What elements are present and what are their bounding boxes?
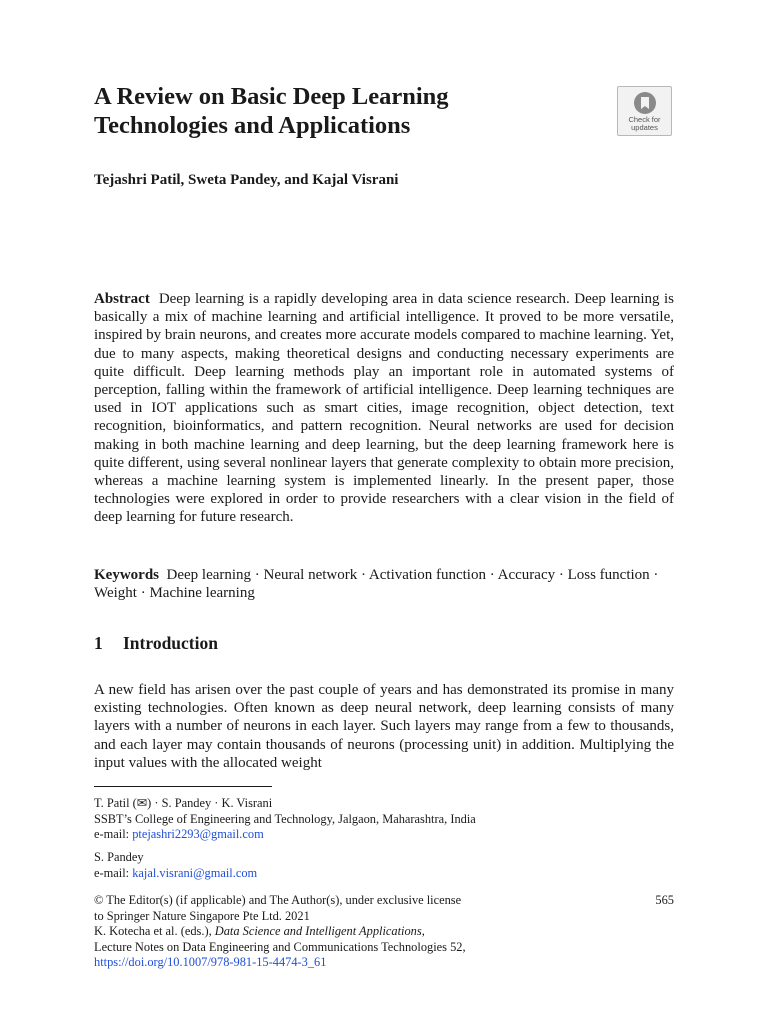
doi-link[interactable]: https://doi.org/10.1007/978-981-15-4474-3_61	[94, 955, 327, 969]
paper-title	[94, 82, 574, 140]
copyright-line-1: © The Editor(s) (if applicable) and The Author(s), under exclusive license	[94, 893, 462, 907]
paper-title-line-1: A Review on Basic Deep Learning	[94, 83, 449, 110]
abstract-label: Abstract	[94, 291, 150, 307]
abstract-text: Deep learning is a rapidly developing area in data science research. Deep learning is basically a mix of machine learning and artificial intelligence. It proved to be more versatile, inspired by brain neurons, and creates more accurate models compared to machine learning. Yet, due to many aspects, making theoretical designs and conducting necessary experiments are quite difficult. Deep learning methods play an important role in automated systems of perception, falling within the framework of artificial intelligence. Deep learning techniques are used in IOT applications such as smart cities, image recognition, object detection, text recognition, bioinformatics, and pattern recognition. Neural networks are used for decision making in both machine learning and deep learning, but the deep learning framework here is quite different, using several nonlinear layers that generate complexity to obtain more precision, whereas a machine learning system is implemented linearly. In the present paper, those technologies were explored in order to provide researchers with a clear vision in the field of deep learning for future research.	[94, 291, 675, 526]
editors-suffix: ,	[421, 924, 425, 938]
author-list: Tejashri Patil, Sweta Pandey, and Kajal Visrani	[94, 172, 399, 188]
section-number: 1	[94, 633, 103, 653]
keywords-text: Deep learning · Neural network · Activation function · Accuracy · Loss function · Weight · Machine learning	[94, 567, 659, 602]
pandey-footnote	[94, 850, 674, 881]
email-link-visrani[interactable]: kajal.visrani@gmail.com	[132, 865, 258, 880]
section-title: Introduction	[123, 633, 218, 653]
keywords-label: Keywords	[94, 567, 159, 583]
email-link-patil[interactable]: ptejashri2293@gmail.com	[132, 827, 264, 841]
keywords	[94, 566, 674, 602]
email-label: e-mail:	[94, 827, 133, 841]
introduction-paragraph: A new field has arisen over the past couple of years and has demonstrated its promise in many existing technologies. Often known as deep neural network, deep learning consists of many layers with a number of neurons in each layer. Such layers may range from a few to thousands, and each layer may contain thousands of neurons (processing unit) in addition. Multiplying the input values with the allocated weight	[94, 682, 674, 771]
badge-label-2: updates	[631, 123, 658, 132]
email-label: e-mail:	[94, 865, 133, 880]
affiliation-footnote	[94, 796, 674, 843]
copyright-line-2: to Springer Nature Singapore Pte Ltd. 2021	[94, 908, 310, 923]
editors-prefix: K. Kotecha et al. (eds.),	[94, 924, 215, 938]
section-heading	[94, 633, 218, 654]
pandey-name: S. Pandey	[94, 850, 144, 864]
abstract	[94, 290, 674, 527]
series-line: Lecture Notes on Data Engineering and Communications Technologies 52,	[94, 939, 466, 954]
copyright-footnote	[94, 893, 674, 971]
check-for-updates-icon	[632, 90, 658, 116]
page-number: 565	[655, 893, 674, 907]
book-title: Data Science and Intelligent Applications	[214, 924, 422, 938]
check-for-updates-badge[interactable]	[617, 86, 672, 136]
affiliation-institution: SSBT’s College of Engineering and Technology, Jalgaon, Maharashtra, India	[94, 811, 476, 826]
affiliation-authors: T. Patil (✉) · S. Pandey · K. Visrani	[94, 796, 273, 810]
paper-title-line-2: Technologies and Applications	[94, 112, 411, 139]
footnote-divider	[94, 786, 272, 787]
badge-label-1: Check for	[628, 115, 661, 124]
